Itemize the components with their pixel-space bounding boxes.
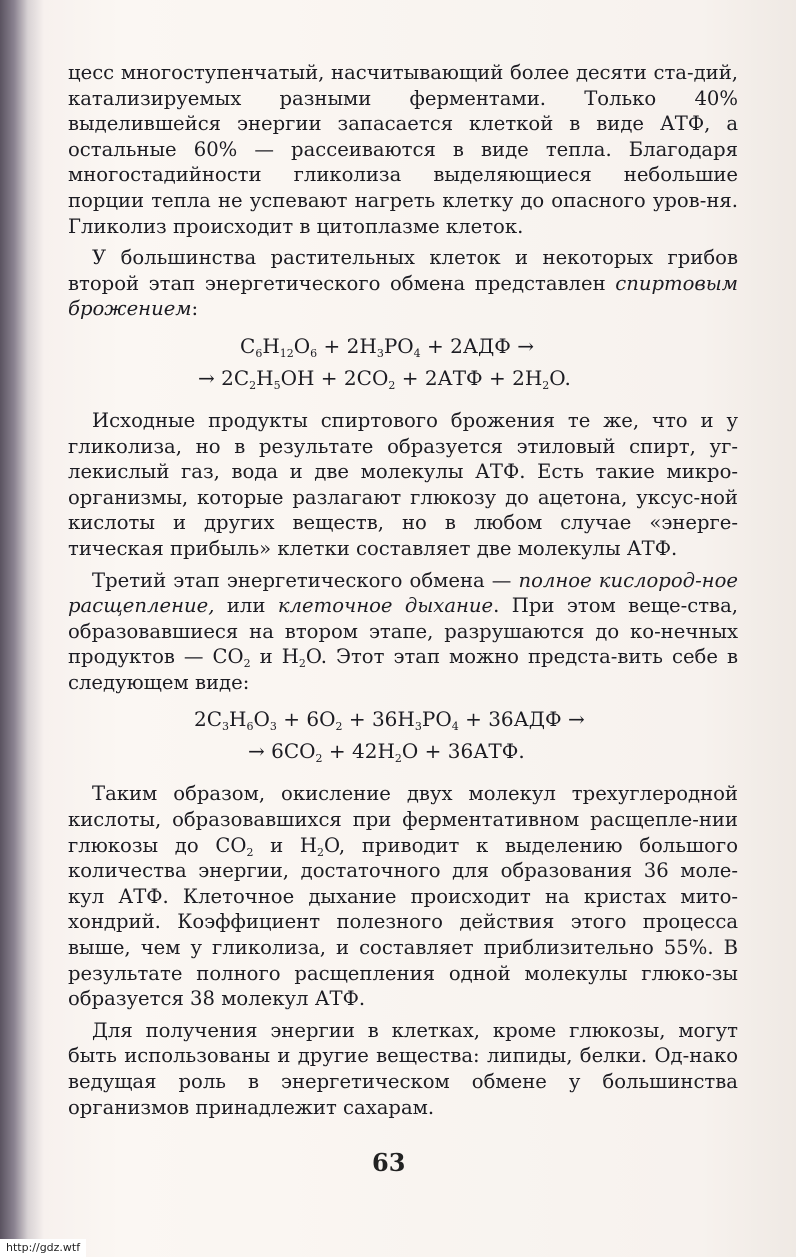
page-number: 63 xyxy=(372,1148,406,1177)
watermark-link[interactable]: http://gdz.wtf xyxy=(0,1239,86,1257)
equation-line-2: → $6CO_2 + 42H_2O + 36АТФ$. xyxy=(248,739,525,766)
page-text xyxy=(68,60,738,1120)
equation-line-2: → $2C_2H_5OH + 2CO_2 + 2АТФ + 2H_2O$. xyxy=(198,365,571,392)
paragraph-5: Таким образом, окисление двух молекул трехуглеродной кислоты, образовавшихся при ферментативном расщепле-нии глюкозы до $CO_2$ и $H_2O$, приводит к выделению большого количества энергии, достаточного для образования 36 моле-кул АТФ. Клеточное дыхание происходит на кристах мито-хондрий. Коэффициент полезного действия этого процесса выше, чем у гликолиза, и составляет приблизительно 55%. В результате полного расщепления одной молекулы глюко-зы образуется 38 молекул АТФ. xyxy=(68,782,738,1011)
paragraph-2: У большинства растительных клеток и некоторых грибов второй этап энергетического обмена представлен спиртовым брожением: xyxy=(68,246,738,321)
paragraph-3: Исходные продукты спиртового брожения те же, что и у гликолиза, но в результате образуется этиловый спирт, уг-лекислый газ, вода и две молекулы АТФ. Есть такие микро-организмы, которые разлагают глюкозу до ацетона, уксус-ной кислоты и других веществ, но в любом случае «энерге-тическая прибыль» клетки составляет две молекулы АТФ. xyxy=(68,408,738,560)
term-alcoholic-fermentation: спиртовым брожением xyxy=(68,271,738,321)
respiration-equation xyxy=(68,703,738,767)
paragraph-6: Для получения энергии в клетках, кроме глюкозы, могут быть использованы и другие вещества: липиды, белки. Од-нако ведущая роль в энергетическом обмене у большинства организмов принадлежит сахарам. xyxy=(68,1018,738,1119)
paragraph-4: Третий этап энергетического обмена — полное кислород-ное расщепление, или клеточное дыхание. При этом веще-ства, образовавшиеся на втором этапе, разрушаются до ко-нечных продуктов — $CO_2$ и $H_2O$. Этот этап можно предста-вить себе в следующем виде: xyxy=(68,568,739,694)
fermentation-equation xyxy=(68,330,738,394)
equation-line-1: $C_6H_{12}O_6 + 2H_3PO_4 + 2АДФ$ → xyxy=(240,333,534,360)
term-oxygen-splitting: полное кислород-ное расщепление, xyxy=(68,568,738,618)
term-cell-respiration: клеточное дыхание xyxy=(277,594,494,618)
equation-line-1: $2C_3H_6O_3 + 6O_2 + 36H_3PO_4 + 36АДФ$ → xyxy=(194,707,585,734)
paragraph-1: цесс многоступенчатый, насчитывающий более десяти ста-дий, катализируемых разными ферментами. Только 40% выделившейся энергии запасается клеткой в виде АТФ, а остальные 60% — рассеиваются в виде тепла. Благодаря многостадийности гликолиза выделяющиеся небольшие порции тепла не успевают нагреть клетку до опасного уров-ня. Гликолиз происходит в цитоплазме клеток. xyxy=(68,61,738,238)
